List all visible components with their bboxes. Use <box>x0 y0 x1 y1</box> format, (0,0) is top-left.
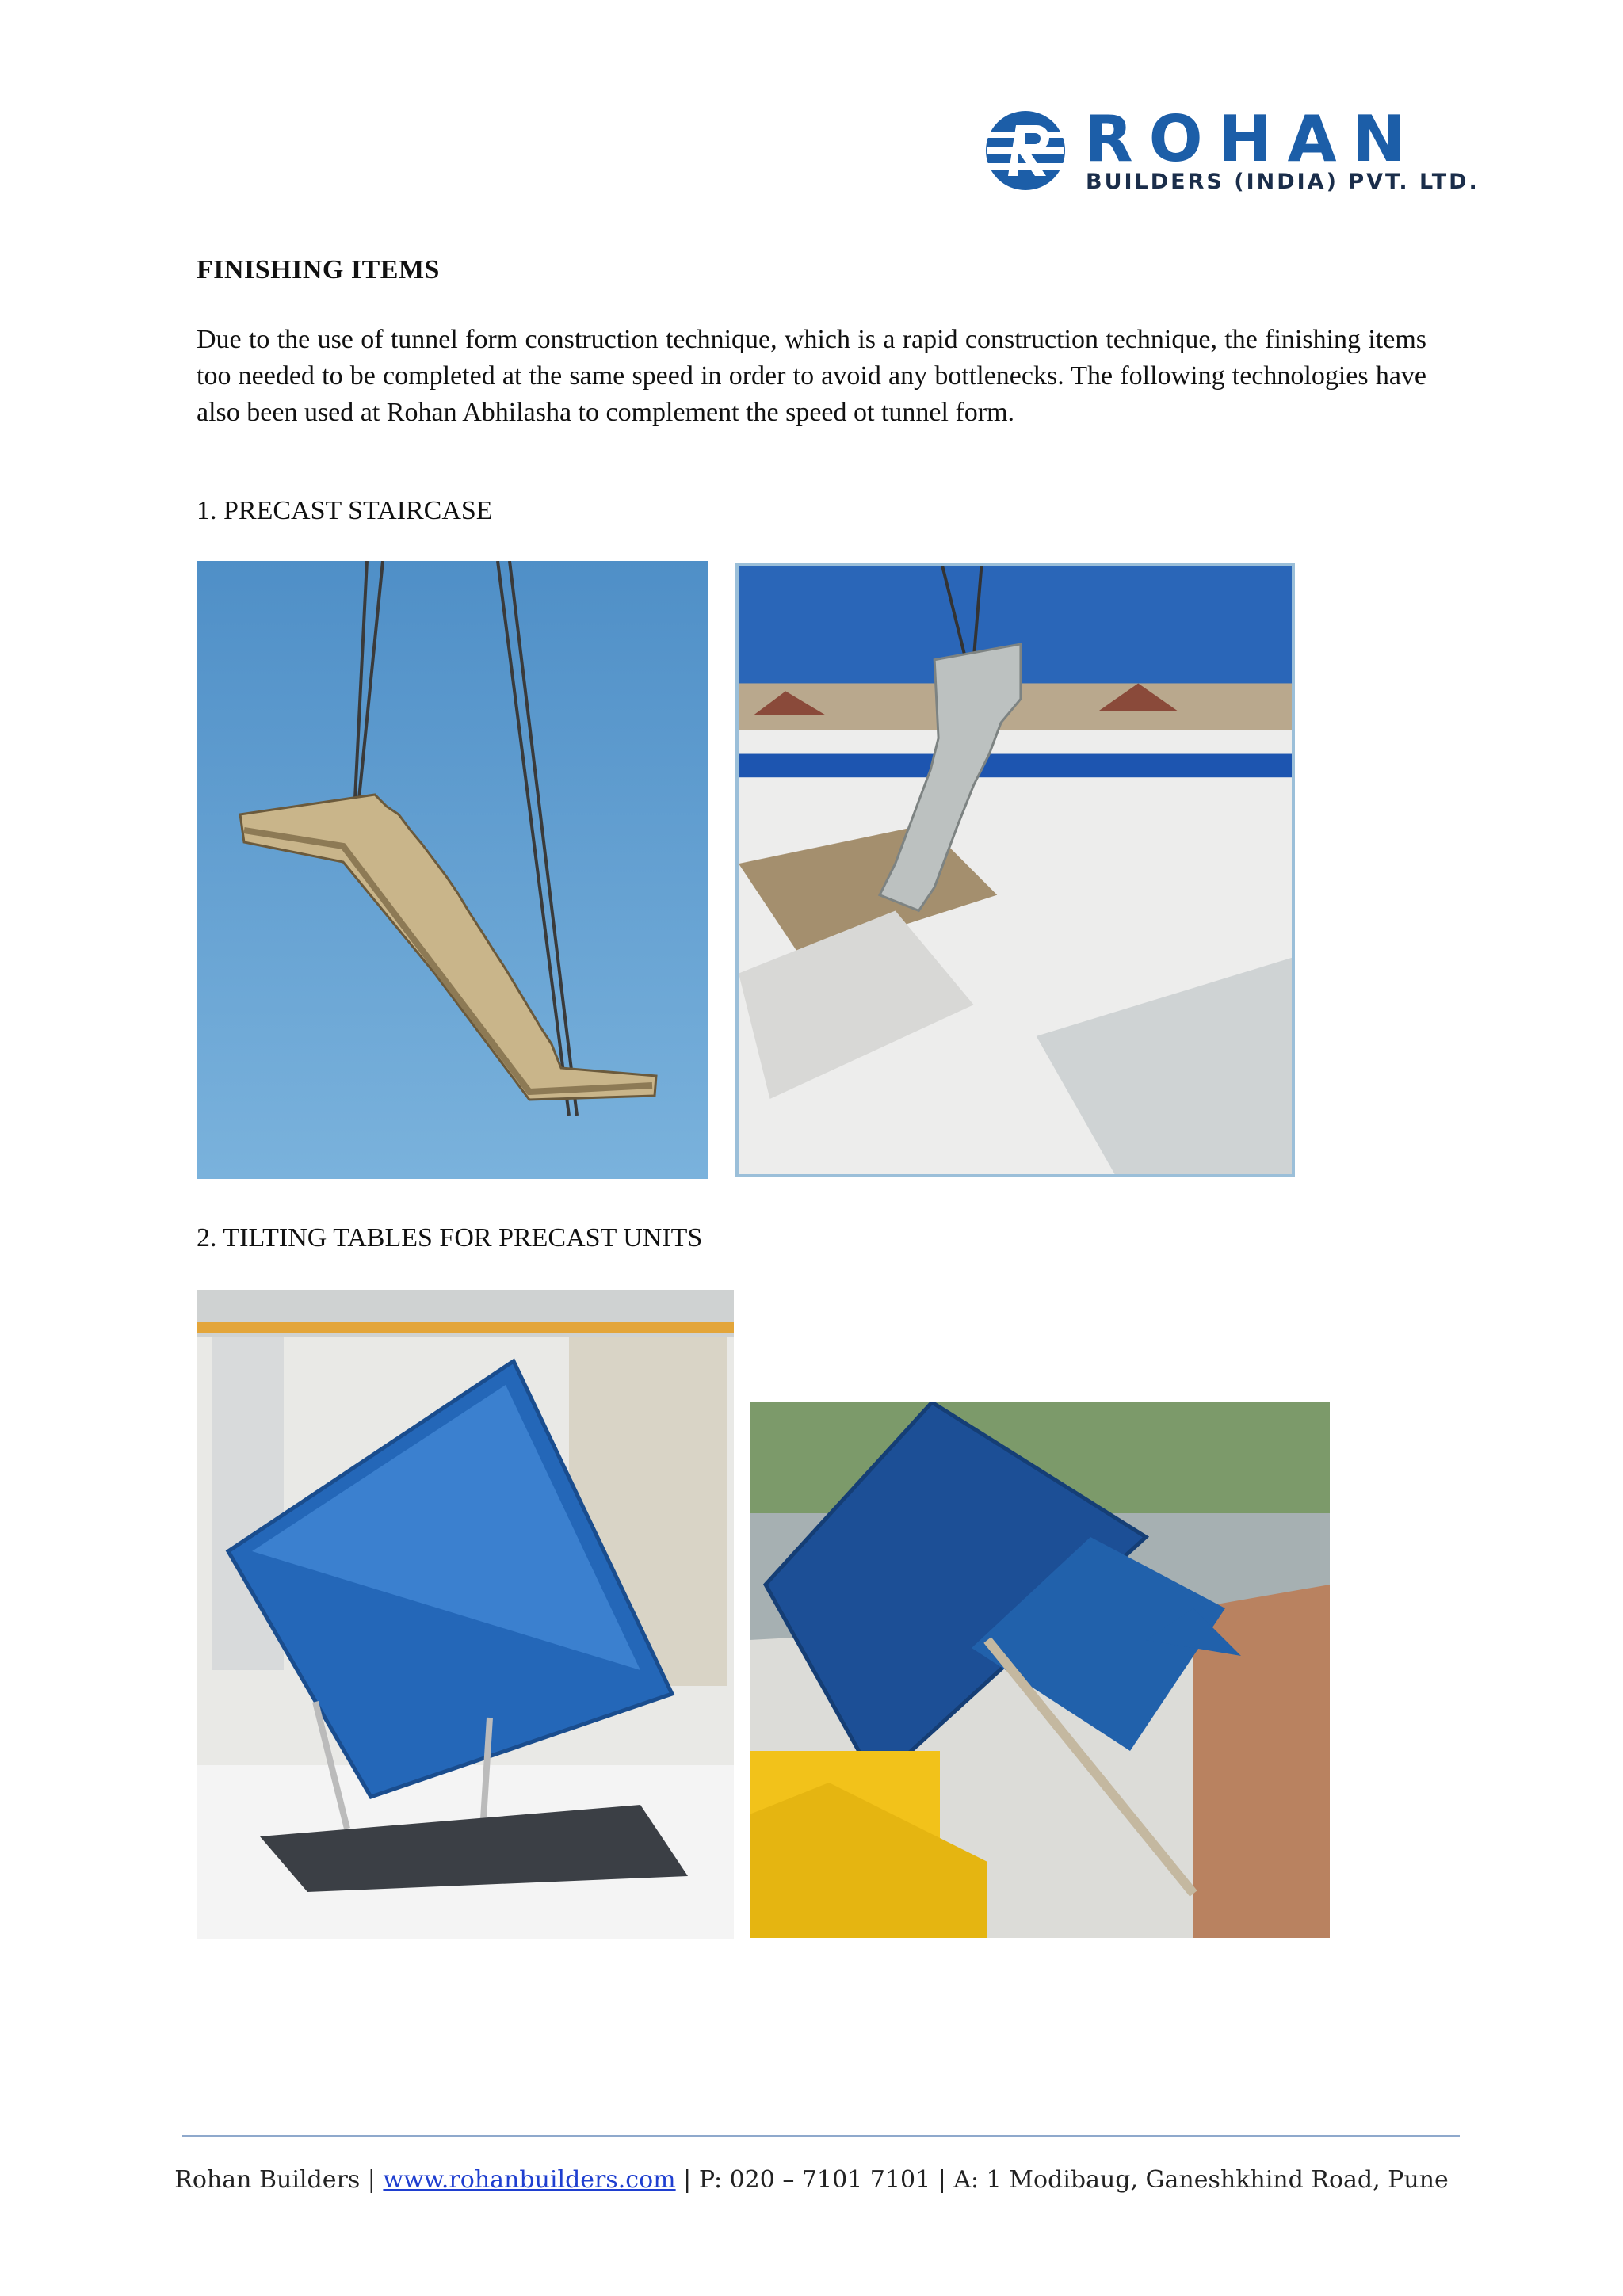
footer-separator: | <box>367 2166 376 2194</box>
rohan-emblem-icon <box>984 109 1067 192</box>
company-logo <box>984 102 1480 195</box>
section-title-precast-staircase: 1. PRECAST STAIRCASE <box>197 496 493 525</box>
photo-staircase-hoisted <box>197 561 708 1179</box>
photo-staircase-site <box>735 563 1295 1177</box>
logo-name: ROHAN <box>1084 102 1422 176</box>
footer-company: Rohan Builders <box>174 2166 361 2194</box>
page-footer <box>0 2166 1623 2194</box>
footer-address: A: 1 Modibaug, Ganeshkhind Road, Pune <box>953 2166 1449 2194</box>
photo-tilting-table-indoor <box>197 1290 734 1939</box>
intro-paragraph: Due to the use of tunnel form construction technique, which is a rapid construction technique, the finishing items too needed to be completed at the same speed in order to avoid any bottlenecks. The following technologies have also been used at Rohan Abhilasha to complement the speed ot tunnel form. <box>197 325 1426 427</box>
section-title-tilting-tables: 2. TILTING TABLES FOR PRECAST UNITS <box>197 1223 703 1253</box>
logo-subtitle: BUILDERS (INDIA) PVT. LTD. <box>1086 170 1480 194</box>
page-title: FINISHING ITEMS <box>197 255 440 284</box>
photo-tilting-table-outdoor <box>750 1402 1330 1938</box>
footer-divider <box>182 2135 1460 2137</box>
footer-website-link[interactable]: www.rohanbuilders.com <box>383 2166 676 2194</box>
footer-separator: | <box>683 2166 692 2194</box>
footer-separator: | <box>938 2166 946 2194</box>
footer-phone: P: 020 – 7101 7101 <box>698 2166 931 2194</box>
